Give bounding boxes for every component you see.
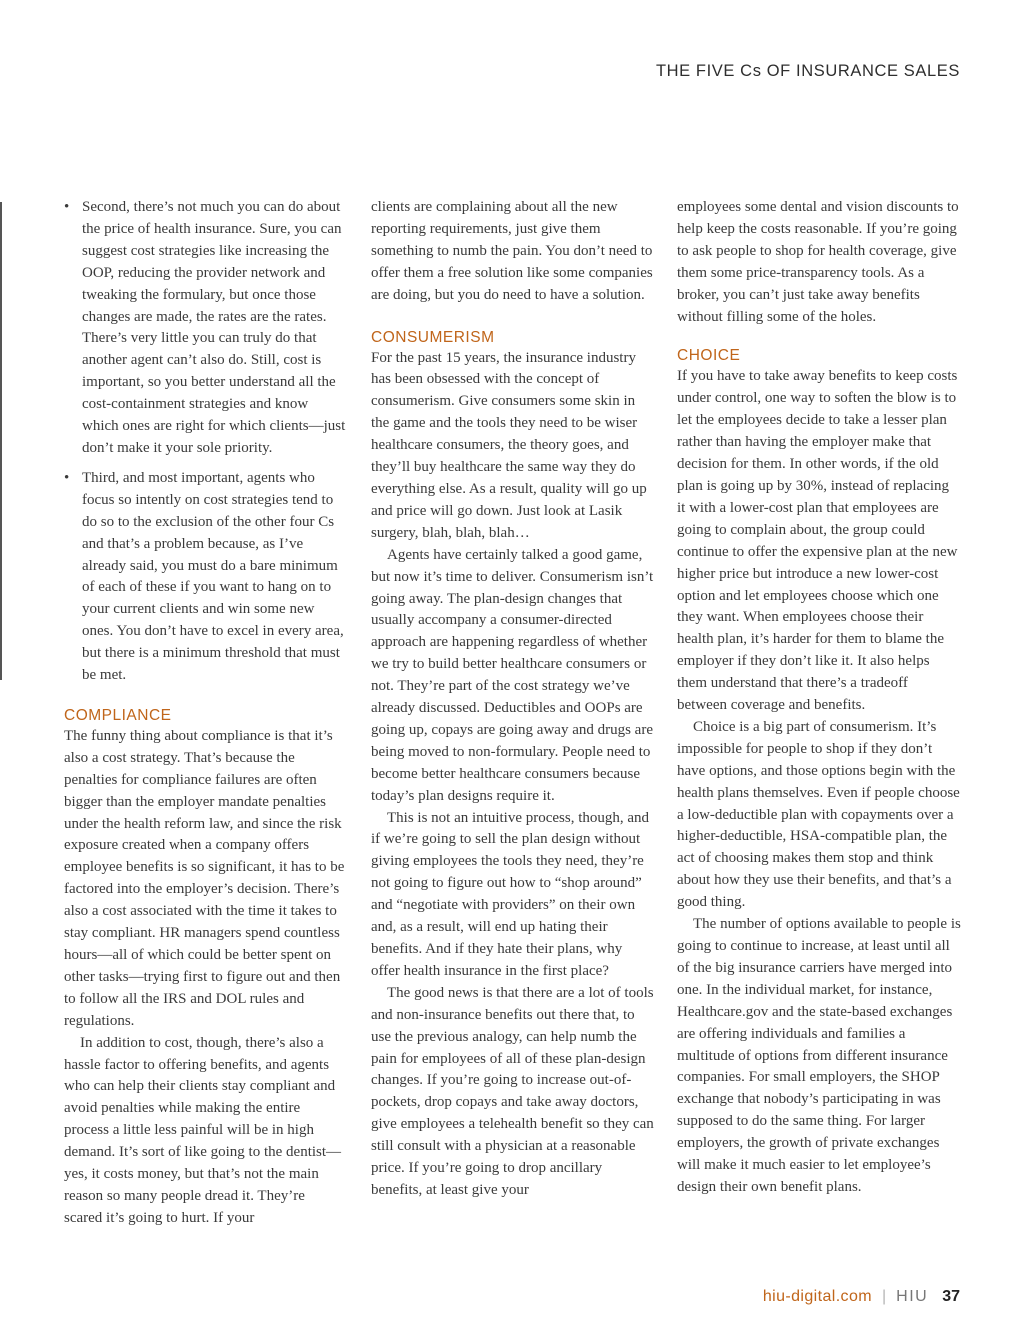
- column-1: [64, 197, 346, 1230]
- column-2: [371, 197, 654, 1202]
- paragraph: The funny thing about compliance is that it’s also a cost strategy. That’s because the penalties for compliance failures are often bigger than the employer mandate penalties under the health reform law, and since the risk exposure created when a company offers employee benefits is so significant, it has to be factored into the employer’s decision. There’s also a cost associated with the time it takes to stay compliant. HR managers spend countless hours—all of which could be better spent on other tasks—trying first to figure out and then to follow all the IRS and DOL rules and regulations.: [64, 727, 345, 1029]
- paragraph: clients are complaining about all the new reporting requirements, just give them something to numb the pain. You don’t need to offer them a free solution like some companies are doing, but you do need to have a solution.: [371, 199, 653, 303]
- bullet-item: [64, 197, 346, 460]
- page-footer: [763, 1288, 960, 1306]
- page-edge-mark: [0, 202, 2, 680]
- footer-site-link[interactable]: hiu-digital.com: [762, 1288, 872, 1305]
- paragraph: This is not an intuitive process, though, and if we’re going to sell the plan design without giving employees the tools they need, they’re not going to figure out how to “shop around” and “negotiate with providers” on their own and, as a result, will end up hating their benefits. And if they hate their plans, why offer health insurance in the first place?: [371, 809, 650, 979]
- paragraph: For the past 15 years, the insurance industry has been obsessed with the concept of consumerism. Give consumers some skin in the game and the tools they need to be wiser healthcare consumers, the theory goes, and they’ll buy healthcare the same way they do everything else. As a result, quality will go up and price will go down. Just look at Lasik surgery, blah, blah, blah…: [371, 349, 647, 541]
- footer-brand: HIU: [896, 1288, 929, 1305]
- bullet-text: Second, there’s not much you can do about the price of health insurance. Sure, you can suggest cost strategies like increasing the OOP, reducing the provider network and tweaking the formulary, but once those changes are made, the rates are the rates. There’s very little you can truly do that another agent can’t also do. Still, cost is important, so you better understand all the cost-containment strategies and know which ones are right for which clients—just don’t make it your sole priority.: [82, 199, 346, 456]
- compliance-heading: COMPLIANCE: [64, 706, 172, 724]
- paragraph: In addition to cost, though, there’s also a hassle factor to offering benefits, and agents who can help their clients stay compliant and avoid penalties while making the entire process a little less painful will be in high demand. It’s sort of like going to the dentist—yes, it costs money, but that’s not the main reason so many people dread it. They’re scared it’s going to hurt. If your: [64, 1034, 342, 1226]
- choice-heading: CHOICE: [677, 347, 741, 365]
- bullet-marker: •: [64, 199, 70, 215]
- footer-separator: |: [881, 1288, 887, 1305]
- paragraph: If you have to take away benefits to keep costs under control, one way to soften the blow is to let the employees decide to take a lesser plan rather than having the employer make that decision for them. In other words, if the old plan is going up by 30%, instead of replacing it with a lower-cost plan that employees are going to complain about, the group could continue to offer the expensive plan at the new higher price but introduce a new lower-cost option and let employees choose which one they want. When employees choose their health plan, it’s harder for them to blame the employer if they don’t like it. It also helps them understand that there’s a tradeoff between coverage and benefits.: [677, 368, 958, 714]
- bullet-item: [64, 468, 346, 687]
- paragraph: Agents have certainly talked a good game, but now it’s time to deliver. Consumerism isn’t going away. The plan-design changes that usually accompany a consumer-directed approach are happening regardless of whether we try to build better healthcare consumers or not. They’re part of the cost strategy we’ve already discussed. Deductibles and OOPs are going up, copays are going away and drugs are being moved to non-formulary. People need to become better healthcare consumers because today’s plan designs require it.: [371, 546, 654, 804]
- bullet-marker: •: [64, 469, 70, 486]
- paragraph: employees some dental and vision discounts to help keep the costs reasonable. If you’re going to ask people to shop for health coverage, give them some price-transparency tools. As a broker, you can’t just take away benefits without filling some of the holes.: [677, 199, 959, 325]
- page-number: 37: [942, 1288, 960, 1305]
- column-3: [677, 197, 961, 1199]
- bullet-text: Third, and most important, agents who focus so intently on cost strategies tend to do so to the exclusion of the other four Cs and that’s a problem because, as I’ve already said, you must do a bare minimum of each of these if you want to hang on to your current clients and win some new ones. You don’t have to excel in every area, but there is a minimum threshold that must be met.: [82, 469, 344, 684]
- paragraph: The number of options available to people is going to continue to increase, at least until all of the big insurance carriers have merged into one. In the individual market, for instance, Healthcare.gov and the state-based exchanges are offering individuals and families a multitude of options from different insurance companies. For small employers, the SHOP exchange that nobody’s participating in was supposed to do the same thing. For larger employers, the growth of private exchanges will make it much easier to let employee’s design their own benefit plans.: [677, 916, 961, 1195]
- consumerism-heading: CONSUMERISM: [371, 328, 495, 346]
- paragraph: Choice is a big part of consumerism. It’s impossible for people to shop if they don’t have options, and those options begin with the health plans themselves. Even if people choose a low-deductible plan with copayments over a higher-deductible, HSA-compatible plan, the act of choosing makes them stop and think about how they use their benefits, and that’s a good thing.: [677, 718, 960, 911]
- running-title: THE FIVE Cs OF INSURANCE SALES: [655, 62, 960, 80]
- paragraph: The good news is that there are a lot of tools and non-insurance benefits out there that, to use the previous analogy, can help numb the pain for employees of all of these plan-design changes. If you’re going to increase out-of-pockets, drop copays and take away doctors, give employees a telehealth benefit so they can still consult with a physician at a reasonable price. If you’re going to drop ancillary benefits, at least give your: [371, 984, 654, 1198]
- bullet-list: [64, 197, 346, 687]
